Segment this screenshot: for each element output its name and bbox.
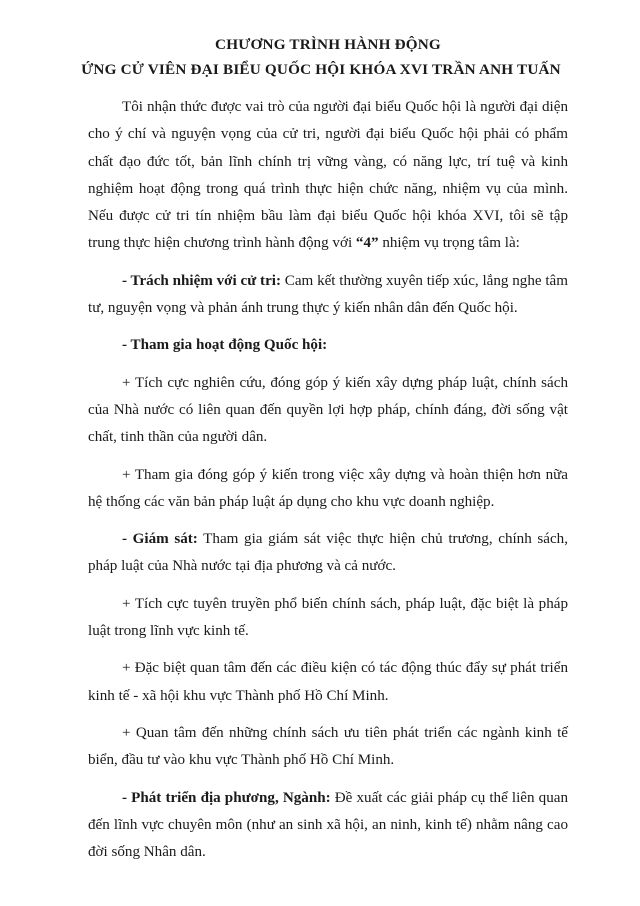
paragraph-supervision-item-3-text: + Quan tâm đến những chính sách ưu tiên phát triển các ngành kinh tế biển, đầu tư vào khu vực Thành phố Hồ Chí Minh. [88,724,568,769]
page-title [81,32,568,82]
paragraph-participation-heading [88,332,568,359]
paragraph-supervision-item-1-text: + Tích cực tuyên truyền phổ biến chính sách, pháp luật, đặc biệt là pháp luật trong lĩnh vực kinh tế. [88,595,568,640]
document-body [88,94,568,866]
paragraph-participation-item-1 [88,370,568,452]
paragraph-responsibility-label: - Trách nhiệm với cử tri: [122,272,281,289]
paragraph-participation-heading-label: - Tham gia hoạt động Quốc hội: [122,337,328,354]
paragraph-intro-text: Tôi nhận thức được vai trò của người đại biểu Quốc hội là người đại diện cho ý chí và nguyện vọng của cử tri, người đại biểu Quốc hội phải có phẩm chất đạo đức tốt, bản lĩnh chính trị vững vàng, có năng lực, trí tuệ và kinh nghiệm hoạt động trong quá trình thực hiện chức năng, nhiệm vụ của mình. Nếu được cử tri tín nhiệm bầu làm đại biểu Quốc hội khóa XVI, tôi sẽ tập trung thực hiện chương trình hành động với [88,99,568,252]
paragraph-intro-emphasis: “4” [355,235,379,252]
paragraph-supervision-item-1 [88,591,568,646]
paragraph-local-development [88,785,568,867]
paragraph-supervision-text: Tham gia giám sát việc thực hiện chủ trương, chính sách, pháp luật của Nhà nước tại địa phương và cả nước. [88,531,568,575]
paragraph-intro [88,94,568,258]
paragraph-participation-item-2-text: + Tham gia đóng góp ý kiến trong việc xây dựng và hoàn thiện hơn nữa hệ thống các văn bản pháp luật áp dụng cho khu vực doanh nghiệp. [88,466,568,510]
paragraph-supervision-item-3 [88,720,568,775]
paragraph-supervision-label: - Giám sát: [122,531,198,548]
paragraph-supervision-item-2-text: + Đặc biệt quan tâm đến các điều kiện có tác động thúc đẩy sự phát triển kinh tế - xã hội khu vực Thành phố Hồ Chí Minh. [88,660,568,704]
paragraph-supervision [88,526,568,581]
paragraph-responsibility [88,268,568,323]
paragraph-local-development-text: Đề xuất các giải pháp cụ thể liên quan đến lĩnh vực chuyên môn (như an sinh xã hội, an ninh, kinh tế) nhằm nâng cao đời sống Nhân dân. [88,789,568,861]
paragraph-local-development-label: - Phát triển địa phương, Ngành: [122,789,331,806]
paragraph-supervision-item-2 [88,655,568,710]
paragraph-participation-item-1-text: + Tích cực nghiên cứu, đóng góp ý kiến xây dựng pháp luật, chính sách của Nhà nước có liên quan đến quyền lợi hợp pháp, chính đáng, đời sống vật chất, tinh thần của người dân. [88,374,568,446]
page-title-line-2: ỨNG CỬ VIÊN ĐẠI BIỂU QUỐC HỘI KHÓA XVI TRẦN ANH TUẤN [81,61,561,78]
paragraph-responsibility-text: Cam kết thường xuyên tiếp xúc, lắng nghe tâm tư, nguyện vọng và phản ánh trung thực ý kiến nhân dân đến Quốc hội. [88,272,569,317]
page-title-line-1: CHƯƠNG TRÌNH HÀNH ĐỘNG [215,36,441,53]
paragraph-participation-item-2 [88,462,568,517]
paragraph-intro-text-after: nhiệm vụ trọng tâm là: [378,235,520,252]
